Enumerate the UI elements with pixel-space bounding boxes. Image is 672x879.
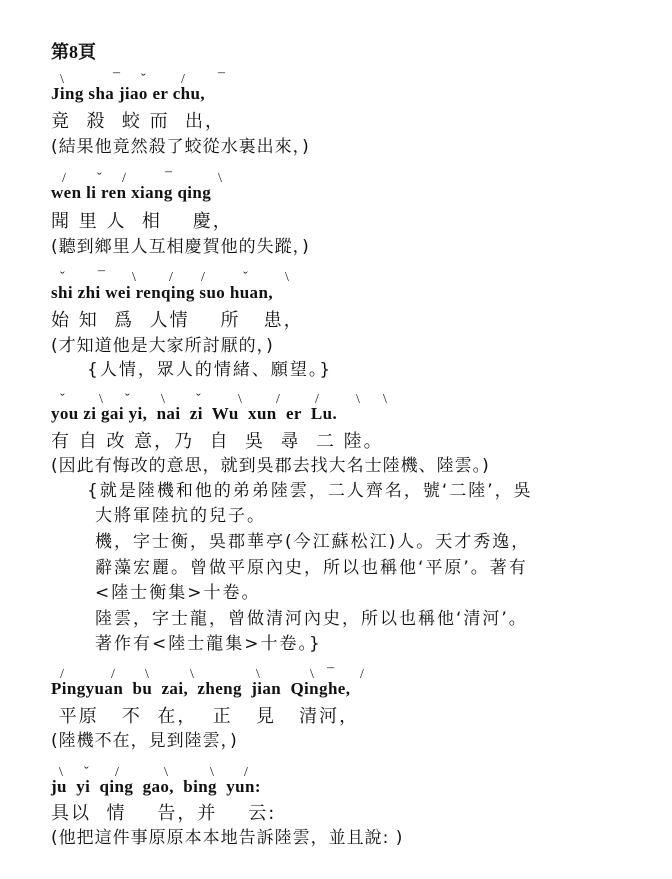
tone-mark-fourth: \ [238, 392, 242, 407]
translation-line: (結果他竟然殺了蛟從水裏出來，) [51, 137, 310, 157]
tone-mark-second: / [244, 765, 248, 780]
tone-mark-third: ˇ [60, 392, 65, 407]
translation-line: (才知道他是大家所討厭的，) [51, 336, 274, 356]
pinyin-line: Jing sha jiao er chu, [51, 84, 206, 103]
tone-mark-second: / [201, 270, 205, 285]
pinyin-line: shi zhi wei renqing suo huan, [51, 283, 273, 302]
translation-line: (因此有悔改的意思，就到吳郡去找大名士陸機、陸雲。) [51, 456, 490, 476]
annotation-line: 大將軍陸抗的兒子。 [95, 506, 266, 526]
pinyin-line: Pingyuan bu zai, zheng jian Qinghe, [51, 679, 351, 698]
annotation-line: 機，字士衡，吳郡華亭(今江蘇松江)人。天才秀逸， [95, 532, 531, 552]
translation-line: (聽到鄉里人互相慶賀他的失蹤，) [51, 237, 310, 257]
tone-mark-second: / [181, 72, 185, 87]
chinese-text-line: 平原 不 在， 正 見 清河， [51, 706, 360, 727]
tone-mark-fourth: \ [99, 392, 103, 407]
tone-mark-second: / [315, 392, 319, 407]
tone-mark-fourth: \ [164, 765, 168, 780]
tone-mark-second: / [122, 171, 126, 186]
tone-mark-second: / [60, 667, 64, 682]
tone-mark-fourth: \ [161, 392, 165, 407]
annotation-line: 辭藻宏麗。曾做平原內史，所以也稱他‘平原’。著有 [95, 558, 528, 578]
tone-mark-second: / [169, 270, 173, 285]
tone-mark-fourth: \ [145, 667, 149, 682]
tone-mark-third: ˇ [60, 270, 65, 285]
tone-mark-third: ˇ [84, 765, 89, 780]
tone-mark-fourth: \ [285, 270, 289, 285]
chinese-text-line: 有 自 改 意，乃 自 吳 尋 二 陸。 [51, 431, 384, 452]
annotation-line: 著作有<陸士龍集>十卷。} [95, 634, 322, 654]
tone-mark-second: / [276, 392, 280, 407]
annotation-line: 陸雲，字士龍，曾做清河內史，所以也稱他‘清河’。 [95, 609, 528, 629]
annotation-line: {就是陸機和他的弟弟陸雲，二人齊名，號‘二陸’，吳 [87, 481, 533, 501]
tone-mark-third: ˇ [125, 392, 130, 407]
tone-mark-first: ¯ [113, 72, 120, 87]
tone-mark-fourth: \ [60, 72, 64, 87]
pinyin-line: ju yi qing gao, bing yun: [51, 777, 261, 796]
pinyin-line: you zi gai yi, nai zi Wu xun er Lu. [51, 404, 338, 423]
annotation-line: {人情，眾人的情緒、願望。} [87, 360, 333, 380]
pinyin-line: wen li ren xiang qing [51, 183, 212, 202]
tone-mark-fourth: \ [59, 765, 63, 780]
tone-mark-first: ¯ [98, 270, 105, 285]
tone-mark-fourth: \ [256, 667, 260, 682]
tone-mark-third: ˇ [97, 171, 102, 186]
chinese-text-line: 始 知 爲 人情 所 患， [51, 310, 304, 331]
tone-mark-third: ˇ [196, 392, 201, 407]
tone-mark-first: ¯ [327, 667, 334, 682]
translation-line: (陸機不在，見到陸雲，) [51, 731, 238, 751]
tone-mark-fourth: \ [383, 392, 387, 407]
tone-mark-fourth: \ [218, 171, 222, 186]
tone-mark-second: / [111, 667, 115, 682]
chinese-text-line: 具以 情 告，并 云: [51, 803, 277, 824]
tone-mark-first: ¯ [218, 72, 225, 87]
tone-mark-first: ¯ [165, 171, 172, 186]
chinese-text-line: 聞 里 人 相 慶， [51, 211, 233, 232]
tone-mark-fourth: \ [356, 392, 360, 407]
tone-mark-third: ˇ [243, 270, 248, 285]
tone-mark-second: / [115, 765, 119, 780]
tone-mark-fourth: \ [210, 765, 214, 780]
tone-mark-third: ˇ [141, 72, 146, 87]
translation-line: (他把這件事原原本本地告訴陸雲，並且說: ) [51, 828, 404, 848]
tone-mark-fourth: \ [190, 667, 194, 682]
tone-mark-fourth: \ [310, 667, 314, 682]
tone-mark-second: / [360, 667, 364, 682]
tone-mark-second: / [62, 171, 66, 186]
page-number: 第8頁 [51, 42, 96, 62]
tone-mark-fourth: \ [132, 270, 136, 285]
annotation-line: <陸士衡集>十卷。 [95, 583, 261, 603]
chinese-text-line: 竟 殺 蛟 而 出， [51, 111, 226, 132]
